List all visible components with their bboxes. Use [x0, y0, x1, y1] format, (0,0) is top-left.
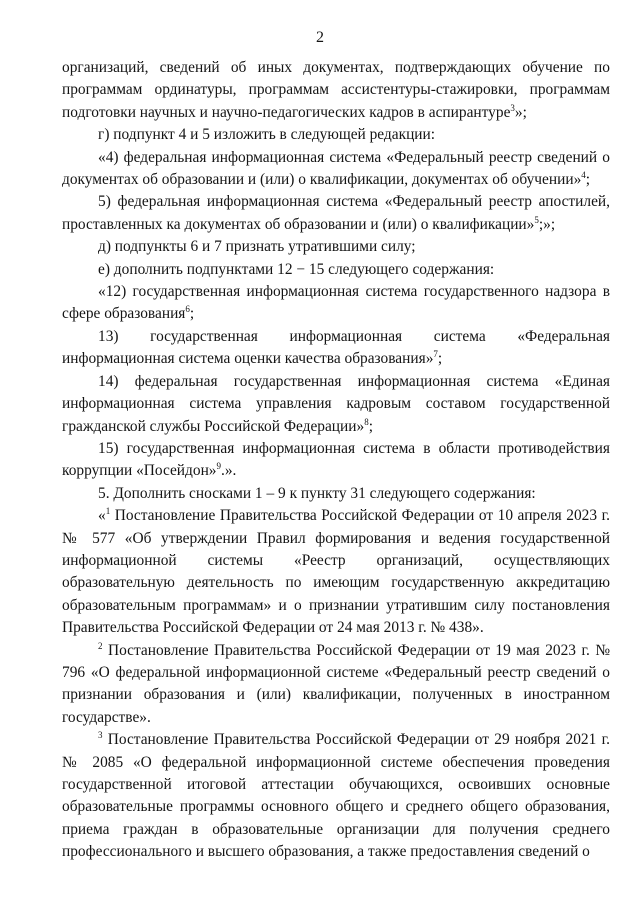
text-run: ; — [368, 417, 373, 435]
paragraph — [62, 191, 610, 236]
text-run: «4) федеральная информационная система «Федеральный реестр сведений о документах об образовании и (или) о квалификации, документах об обучении» — [62, 148, 610, 189]
document-body — [62, 57, 610, 864]
paragraph — [62, 259, 610, 281]
text-run: г) подпункт 4 и 5 изложить в следующей редакции: — [98, 126, 436, 144]
footnote-ref: 3 — [510, 102, 515, 113]
paragraph — [62, 326, 610, 371]
text-run: ;»; — [538, 215, 556, 233]
text-run: 14) федеральная государственная информационная система «Единая информационная система управления кадровым составом государственной гражданской службы Российской Федерации» — [62, 372, 610, 435]
text-run: е) дополнить подпунктами 12 − 15 следующего содержания: — [98, 260, 495, 278]
paragraph — [62, 281, 610, 326]
page-number: 2 — [316, 29, 324, 46]
paragraph — [62, 729, 610, 863]
paragraph — [62, 236, 610, 258]
footnote-ref: 5 — [534, 214, 539, 225]
text-run: ; — [189, 305, 195, 323]
paragraph — [62, 57, 610, 124]
footnote-ref: 4 — [581, 169, 586, 180]
footnote-ref: 7 — [433, 349, 438, 360]
footnote-ref: 8 — [364, 416, 369, 427]
paragraph — [62, 124, 610, 146]
text-run: организаций, сведений об иных документах, подтверждающих обучение по программам ординатуры, программам ассистентуры-стажировки, программам подготовки научных и научно-педагогических кадров в аспирантуре — [62, 59, 610, 121]
text-run: .». — [221, 462, 237, 480]
paragraph — [62, 505, 610, 639]
text-run: 5. Дополнить сносками 1 – 9 к пункту 31 следующего содержания: — [98, 484, 536, 502]
text-run: »; — [514, 103, 527, 121]
text-run: 5) федеральная информационная система «Федеральный реестр апостилей, проставленных ка документах об образовании и (или) о квалификации» — [62, 193, 610, 233]
paragraph — [62, 438, 610, 483]
text-run: Постановление Правительства Российской Федерации от 29 ноября 2021 г. № 2085 «О федеральной информационной системе обеспечения проведения государственной итоговой аттестации обучающихся, освоивших основные образовательные программы основного общего и среднего общего образования, приема граждан в образовательные организации для получения среднего профессионального и высшего образования, а также предоставления сведений о — [62, 731, 610, 861]
footnote-ref: 3 — [98, 730, 103, 741]
footnote-ref: 2 — [98, 640, 103, 651]
text-run: Постановление Правительства Российской Федерации от 10 апреля 2023 г. № 577 «Об утверждении Правил формирования и ведения государственной информационной системы «Реестр организаций, осуществляющих образовательную деятельность по имеющим государственную аккредитацию образовательным программам» и о признании утратившим силу постановления Правительства Российской Федерации от 24 мая 2013 г. № 438». — [62, 507, 610, 637]
footnote-ref: 1 — [105, 506, 111, 516]
text-run: « — [98, 507, 106, 525]
text-run: 13) государственная информационная система «Федеральная информационная система оценки качества образования» — [62, 327, 610, 368]
text-run: ; — [437, 350, 443, 368]
paragraph — [62, 640, 610, 730]
paragraph — [62, 483, 610, 505]
text-run: Постановление Правительства Российской Федерации от 19 мая 2023 г. № 796 «О федеральной информационной системе «Федеральный реестр сведений о признании образования и (или) квалификации, полученных в иностранном государстве». — [62, 641, 610, 726]
text-run: «12) государственная информационная система государственного надзора в сфере образования — [62, 283, 610, 323]
text-run: д) подпункты 6 и 7 признать утратившими силу; — [98, 238, 416, 256]
paragraph — [62, 371, 610, 438]
text-run: 15) государственная информационная система в области противодействия коррупции «Посейдон» — [62, 439, 610, 480]
paragraph — [62, 147, 610, 192]
text-run: ; — [585, 171, 591, 189]
footnote-ref: 6 — [185, 304, 190, 315]
footnote-ref: 9 — [216, 461, 221, 472]
